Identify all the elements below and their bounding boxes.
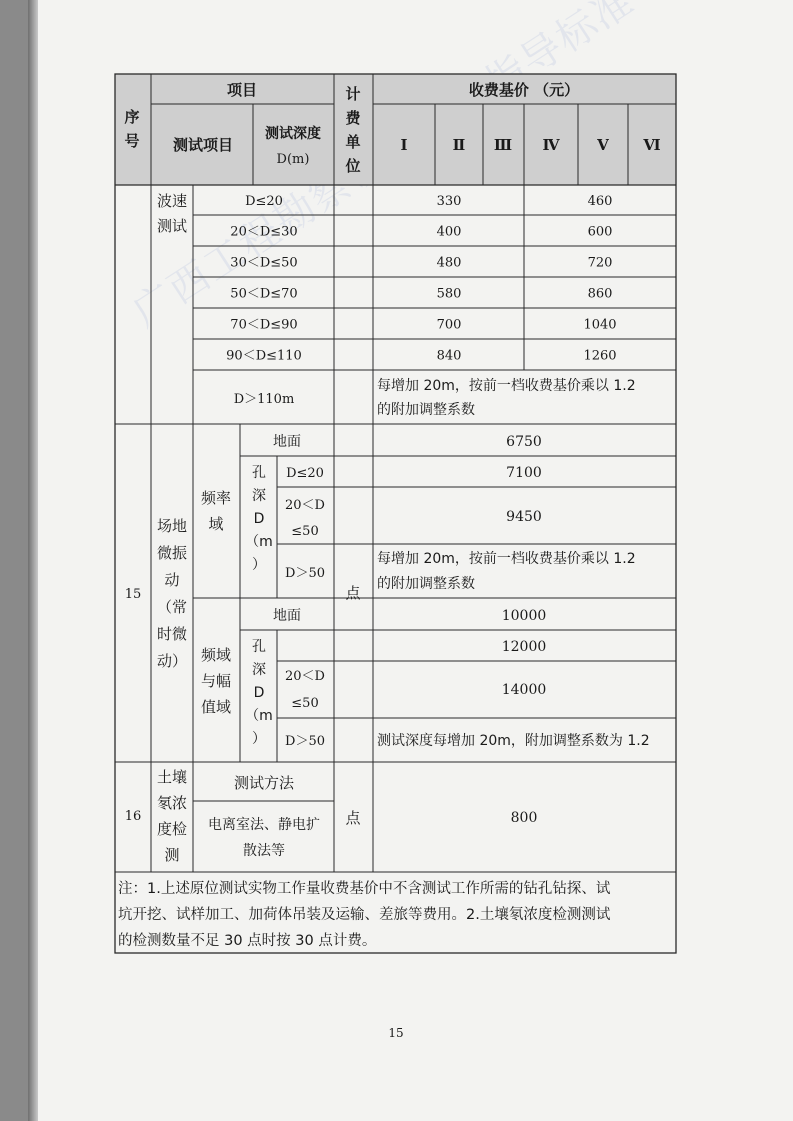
amp-d2-a: 20＜D: [285, 669, 325, 684]
micro-name-line-5: 动）: [156, 652, 188, 670]
micro-name-line-1: 微振: [156, 544, 188, 562]
wave-name-line-0: 波速: [156, 192, 188, 210]
amp-d2-price: 14000: [501, 682, 547, 698]
header-test-item: 测试项目: [172, 136, 234, 154]
radon-name-line-0: 土壤: [156, 768, 188, 786]
freq-hole-line-2: D: [253, 511, 265, 527]
header-base-price: 收费基价 （元）: [468, 81, 580, 99]
page-number: 15: [388, 1026, 404, 1040]
amp-d2-b: ≤50: [291, 696, 319, 711]
wave-price-b-1: 600: [587, 224, 613, 240]
freq-hole-depth-label: [245, 464, 273, 573]
wave-price-b-3: 860: [587, 286, 613, 302]
wave-test-rows: [226, 194, 616, 364]
freq-d3-note-2: 的附加调整系数: [377, 576, 475, 592]
wave-depth-4: 70＜D≤90: [230, 317, 298, 333]
header-unit-char-0: 计: [345, 85, 361, 103]
wave-depth-1: 20＜D≤30: [230, 224, 298, 240]
wave-price-a-1: 400: [436, 224, 462, 240]
header-unit-char-1: 费: [345, 109, 361, 127]
wave-name-line-1: 测试: [156, 217, 188, 235]
freq-d3: D＞50: [285, 566, 325, 581]
wave-price-a-5: 840: [436, 348, 462, 364]
amp-ground-price: 10000: [501, 608, 547, 624]
grade-3: Ⅲ: [493, 136, 513, 154]
amp-method-line-2: 值域: [200, 698, 232, 716]
amp-ground: 地面: [273, 608, 301, 624]
header-depth-label: 测试深度: [265, 126, 321, 142]
wave-depth-2: 30＜D≤50: [230, 255, 298, 271]
freq-hole-line-1: 深: [252, 488, 266, 504]
radon-method-label: 测试方法: [233, 774, 295, 792]
wave-price-a-2: 480: [436, 255, 462, 271]
freq-d2-price: 9450: [506, 509, 542, 525]
header-seq-char-0: 序: [124, 108, 140, 126]
wave-price-b-4: 1040: [583, 317, 617, 333]
wave-price-a-0: 330: [436, 194, 462, 209]
micro-name-line-2: 动: [164, 571, 180, 589]
note-line-1: 注：1.上述原位测试实物工作量收费基价中不含测试工作所需的钻孔钻探、试: [118, 881, 611, 897]
wave-price-b-0: 460: [587, 194, 613, 209]
freq-ground-price: 6750: [506, 434, 542, 450]
wave-depth-3: 50＜D≤70: [230, 286, 298, 302]
amp-method-line-0: 频域: [200, 646, 232, 664]
amp-hole-line-1: 深: [252, 662, 266, 678]
radon-method-2: 散法等: [243, 843, 285, 859]
radon-unit: 点: [345, 809, 361, 827]
amp-hole-line-2: D: [253, 685, 265, 701]
grade-4: Ⅳ: [542, 136, 560, 154]
freq-method-line-0: 频率: [200, 489, 232, 507]
grade-1: Ⅰ: [400, 136, 408, 154]
micro-vibration-name: [157, 517, 187, 670]
header-seq-char-1: 号: [124, 132, 140, 150]
amp-domain-label: [201, 646, 231, 716]
header-unit-char-2: 单: [345, 133, 361, 151]
freq-d2-a: 20＜D: [285, 498, 325, 513]
micro-name-line-0: 场地: [156, 517, 188, 535]
amp-hole-line-4: ）: [252, 731, 266, 747]
micro-name-line-4: 时微: [156, 625, 188, 643]
wave-price-b-5: 1260: [583, 348, 617, 364]
micro-unit: 点: [345, 584, 361, 602]
freq-d1-price: 7100: [506, 465, 542, 481]
grade-5: Ⅴ: [597, 136, 609, 154]
freq-hole-line-3: （m: [245, 534, 273, 550]
radon-seq: 16: [124, 809, 142, 824]
radon-name-line-3: 测: [164, 846, 180, 864]
freq-method-line-1: 域: [208, 515, 224, 533]
wave-depth-0: D≤20: [245, 194, 283, 209]
freq-hole-line-0: 孔: [252, 465, 266, 481]
freq-d3-note-1: 每增加 20m，按前一档收费基价乘以 1.2: [377, 551, 636, 567]
wave-price-a-4: 700: [436, 317, 462, 333]
note-line-2: 坑开挖、试样加工、加荷体吊装及运输、差旅等费用。2.土壤氡浓度检测测试: [118, 907, 611, 923]
header-depth-unit: D(m): [276, 152, 310, 167]
radon-price: 800: [510, 810, 538, 826]
micro-seq: 15: [124, 587, 142, 602]
wave-price-a-3: 580: [436, 286, 462, 302]
wave-last-note-1: 每增加 20m，按前一档收费基价乘以 1.2: [377, 378, 636, 394]
amp-d3-note: 测试深度每增加 20m，附加调整系数为 1.2: [377, 733, 650, 749]
wave-last-note-2: 的附加调整系数: [377, 402, 475, 418]
freq-ground: 地面: [273, 434, 301, 450]
radon-name-line-1: 氡浓: [156, 794, 188, 812]
grade-6: Ⅵ: [643, 136, 661, 154]
wave-depth-5: 90＜D≤110: [226, 348, 302, 364]
radon-method-1: 电离室法、静电扩: [208, 817, 320, 833]
freq-hole-line-4: ）: [252, 557, 266, 573]
freq-domain-label: [201, 489, 231, 533]
wave-test-name: [157, 192, 187, 235]
freq-d1: D≤20: [286, 466, 324, 481]
amp-d3: D＞50: [285, 734, 325, 749]
freq-d2-b: ≤50: [291, 524, 319, 539]
amp-hole-depth-label: [245, 638, 273, 747]
radon-name: [157, 768, 187, 864]
amp-d1-price: 12000: [501, 639, 547, 655]
radon-name-line-2: 度检: [156, 820, 188, 838]
amp-method-line-1: 与幅: [200, 672, 232, 690]
wave-price-b-2: 720: [587, 255, 613, 271]
amp-hole-line-3: （m: [245, 708, 273, 724]
amp-hole-line-0: 孔: [252, 639, 266, 655]
grade-2: Ⅱ: [452, 136, 466, 154]
header-item: 项目: [226, 81, 258, 99]
wave-last-depth: D＞110m: [233, 392, 295, 407]
note-line-3: 的检测数量不足 30 点时按 30 点计费。: [118, 933, 377, 949]
header-unit-char-3: 位: [345, 157, 361, 175]
micro-name-line-3: （常: [156, 598, 188, 616]
